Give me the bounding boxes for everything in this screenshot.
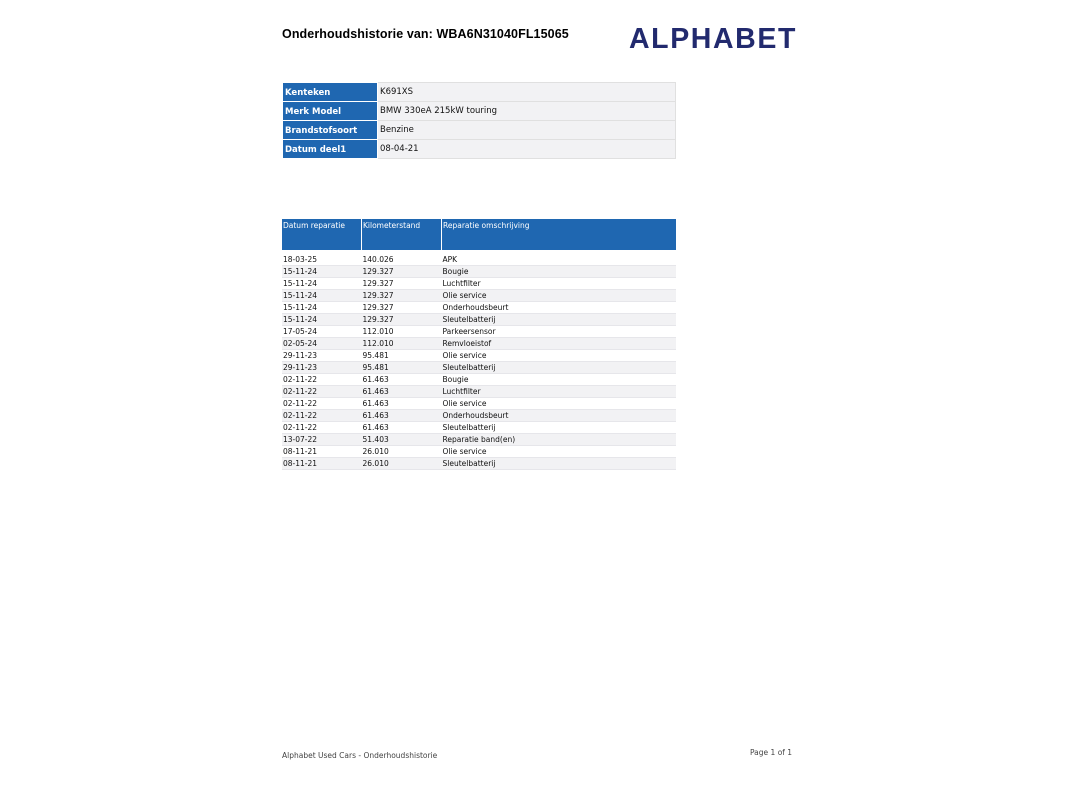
cell-description: Remvloeistof bbox=[442, 338, 677, 350]
cell-date: 29-11-23 bbox=[282, 362, 362, 374]
cell-date: 17-05-24 bbox=[282, 326, 362, 338]
cell-mileage: 95.481 bbox=[362, 362, 442, 374]
table-row bbox=[282, 314, 676, 326]
cell-mileage: 61.463 bbox=[362, 374, 442, 386]
page-number: Page 1 of 1 bbox=[750, 748, 793, 757]
page-title: Onderhoudshistorie van: WBA6N31040FL15065 bbox=[282, 27, 569, 41]
cell-date: 15-11-24 bbox=[282, 314, 362, 326]
cell-description: Olie service bbox=[442, 446, 677, 458]
cell-description: Luchtfilter bbox=[442, 386, 677, 398]
cell-date: 02-05-24 bbox=[282, 338, 362, 350]
history-header-row bbox=[282, 219, 676, 250]
cell-description: APK bbox=[442, 254, 677, 266]
cell-description: Luchtfilter bbox=[442, 278, 677, 290]
cell-mileage: 129.327 bbox=[362, 290, 442, 302]
cell-date: 08-11-21 bbox=[282, 446, 362, 458]
info-label: Datum deel1 bbox=[283, 140, 378, 159]
cell-date: 02-11-22 bbox=[282, 398, 362, 410]
cell-mileage: 51.403 bbox=[362, 434, 442, 446]
cell-mileage: 112.010 bbox=[362, 326, 442, 338]
cell-description: Onderhoudsbeurt bbox=[442, 302, 677, 314]
table-row bbox=[282, 362, 676, 374]
cell-mileage: 95.481 bbox=[362, 350, 442, 362]
info-value: K691XS bbox=[378, 83, 676, 102]
cell-mileage: 26.010 bbox=[362, 446, 442, 458]
cell-mileage: 129.327 bbox=[362, 266, 442, 278]
info-value: BMW 330eA 215kW touring bbox=[378, 102, 676, 121]
cell-mileage: 129.327 bbox=[362, 278, 442, 290]
cell-date: 15-11-24 bbox=[282, 278, 362, 290]
cell-description: Parkeersensor bbox=[442, 326, 677, 338]
info-value: Benzine bbox=[378, 121, 676, 140]
cell-date: 15-11-24 bbox=[282, 266, 362, 278]
table-row bbox=[282, 410, 676, 422]
cell-date: 02-11-22 bbox=[282, 386, 362, 398]
cell-date: 02-11-22 bbox=[282, 374, 362, 386]
info-label: Merk Model bbox=[283, 102, 378, 121]
cell-date: 29-11-23 bbox=[282, 350, 362, 362]
cell-mileage: 61.463 bbox=[362, 410, 442, 422]
table-row bbox=[282, 422, 676, 434]
cell-description: Sleutelbatterij bbox=[442, 458, 677, 470]
info-label: Kenteken bbox=[283, 83, 378, 102]
cell-mileage: 26.010 bbox=[362, 458, 442, 470]
cell-mileage: 129.327 bbox=[362, 302, 442, 314]
cell-date: 02-11-22 bbox=[282, 422, 362, 434]
cell-description: Sleutelbatterij bbox=[442, 362, 677, 374]
cell-description: Bougie bbox=[442, 266, 677, 278]
alphabet-logo: ALPHABET bbox=[629, 23, 797, 55]
cell-mileage: 112.010 bbox=[362, 338, 442, 350]
table-row bbox=[282, 338, 676, 350]
info-row bbox=[283, 140, 676, 159]
cell-mileage: 140.026 bbox=[362, 254, 442, 266]
table-row bbox=[282, 434, 676, 446]
cell-mileage: 129.327 bbox=[362, 314, 442, 326]
cell-date: 18-03-25 bbox=[282, 254, 362, 266]
cell-description: Bougie bbox=[442, 374, 677, 386]
info-row bbox=[283, 83, 676, 102]
table-row bbox=[282, 254, 676, 266]
maintenance-history-table bbox=[282, 219, 676, 470]
cell-mileage: 61.463 bbox=[362, 398, 442, 410]
table-row bbox=[282, 398, 676, 410]
cell-description: Reparatie band(en) bbox=[442, 434, 677, 446]
vehicle-info-table bbox=[282, 82, 676, 159]
column-header-mileage: Kilometerstand bbox=[362, 219, 442, 250]
info-value: 08-04-21 bbox=[378, 140, 676, 159]
cell-mileage: 61.463 bbox=[362, 422, 442, 434]
column-header-description: Reparatie omschrijving bbox=[442, 219, 677, 250]
table-row bbox=[282, 290, 676, 302]
table-row bbox=[282, 374, 676, 386]
table-row bbox=[282, 266, 676, 278]
table-row bbox=[282, 350, 676, 362]
cell-date: 08-11-21 bbox=[282, 458, 362, 470]
table-row bbox=[282, 446, 676, 458]
table-row bbox=[282, 326, 676, 338]
cell-description: Olie service bbox=[442, 350, 677, 362]
cell-description: Olie service bbox=[442, 290, 677, 302]
cell-date: 15-11-24 bbox=[282, 290, 362, 302]
info-row bbox=[283, 121, 676, 140]
cell-date: 02-11-22 bbox=[282, 410, 362, 422]
cell-description: Olie service bbox=[442, 398, 677, 410]
table-row bbox=[282, 458, 676, 470]
cell-mileage: 61.463 bbox=[362, 386, 442, 398]
table-row bbox=[282, 278, 676, 290]
cell-date: 13-07-22 bbox=[282, 434, 362, 446]
cell-description: Sleutelbatterij bbox=[442, 422, 677, 434]
footer-text: Alphabet Used Cars - Onderhoudshistorie bbox=[282, 751, 438, 760]
cell-date: 15-11-24 bbox=[282, 302, 362, 314]
column-header-date: Datum reparatie bbox=[282, 219, 362, 250]
table-row bbox=[282, 302, 676, 314]
info-row bbox=[283, 102, 676, 121]
info-label: Brandstofsoort bbox=[283, 121, 378, 140]
cell-description: Onderhoudsbeurt bbox=[442, 410, 677, 422]
table-row bbox=[282, 386, 676, 398]
cell-description: Sleutelbatterij bbox=[442, 314, 677, 326]
